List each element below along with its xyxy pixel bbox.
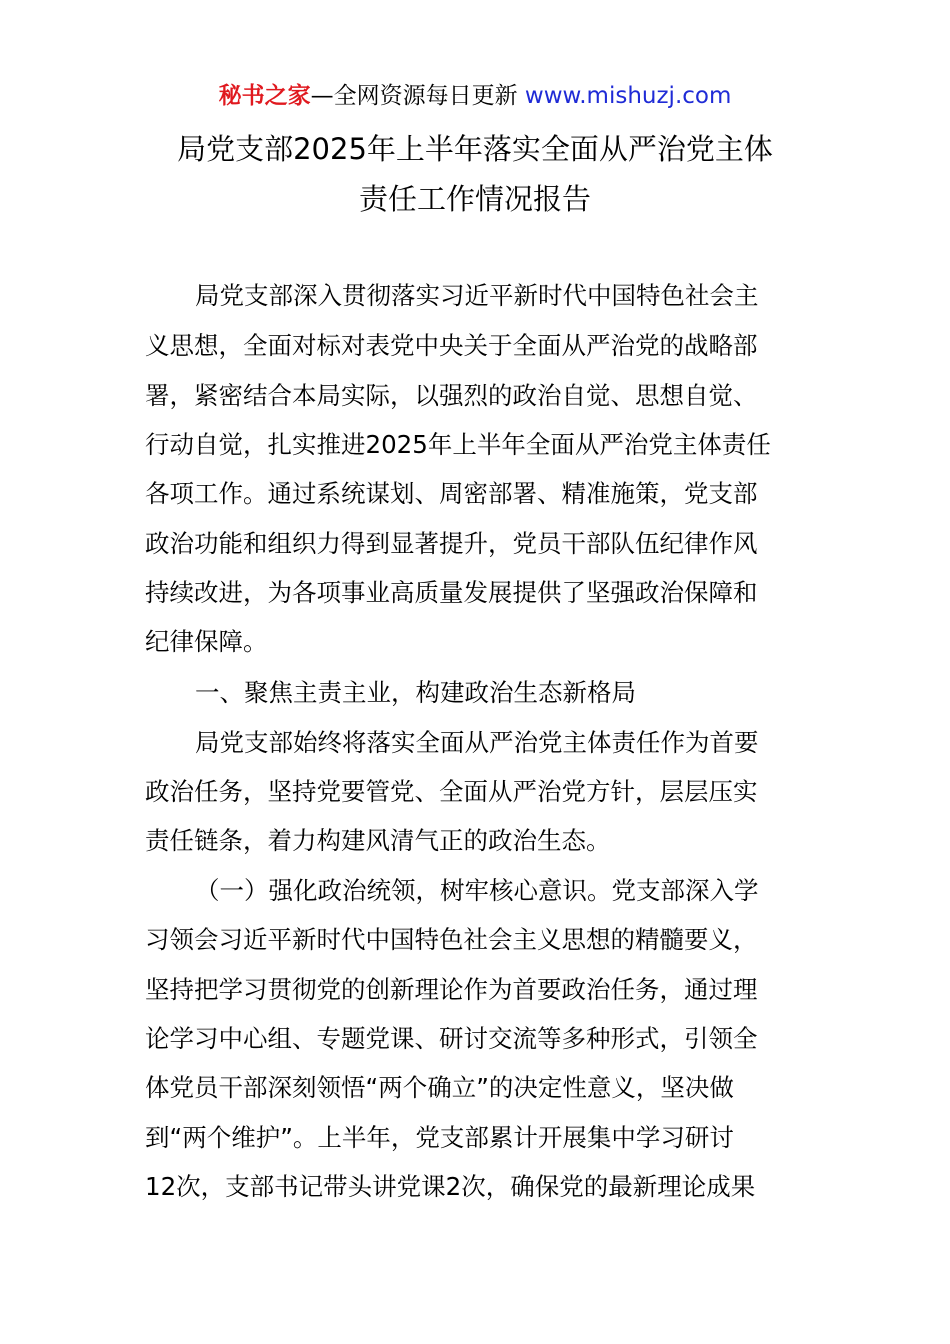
paragraph-line: 纪律保障。 [145, 627, 268, 656]
paragraph-line: 政治任务，坚持党要管党、全面从严治党方针，层层压实 [145, 777, 758, 806]
paragraph-line: 持续改进，为各项事业高质量发展提供了坚强政治保障和 [145, 578, 758, 607]
paragraph-line: 习领会习近平新时代中国特色社会主义思想的精髓要义， [145, 925, 758, 954]
paragraph-line: 坚持把学习贯彻党的创新理论作为首要政治任务，通过理 [145, 975, 758, 1004]
title-line-2: 责任工作情况报告 [358, 182, 591, 216]
paragraph-line: 义思想，全面对标对表党中央关于全面从严治党的战略部 [145, 331, 758, 360]
paragraph-line: 局党支部始终将落实全面从严治党主体责任作为首要 [195, 728, 759, 757]
paragraph-line: 到“两个维护”。上半年，党支部累计开展集中学习研讨 [145, 1123, 734, 1152]
paragraph-line: 局党支部深入贯彻落实习近平新时代中国特色社会主 [195, 281, 759, 310]
paragraph-line: 12次，支部书记带头讲党课2次，确保党的最新理论成果 [145, 1172, 756, 1201]
title-line-1: 局党支部2025年上半年落实全面从严治党主体 [177, 132, 773, 166]
site-banner [0, 80, 950, 112]
paragraph-line: 论学习中心组、专题党课、研讨交流等多种形式，引领全 [145, 1024, 758, 1053]
paragraph-line: 行动自觉，扎实推进2025年上半年全面从严治党主体责任 [145, 430, 771, 459]
paragraph-line: 体党员干部深刻领悟“两个确立”的决定性意义，坚决做 [145, 1073, 734, 1102]
banner-brand: 秘书之家 [218, 83, 311, 109]
banner-tagline: —全网资源每日更新 [310, 83, 518, 109]
paragraph-line: 责任链条，着力构建风清气正的政治生态。 [145, 826, 611, 855]
paragraph-line: 署，紧密结合本局实际，以强烈的政治自觉、思想自觉、 [145, 381, 758, 410]
section-heading: 一、聚焦主责主业，构建政治生态新格局 [195, 678, 636, 707]
document-title [0, 124, 950, 224]
paragraph-line: 政治功能和组织力得到显著提升，党员干部队伍纪律作风 [145, 529, 758, 558]
paragraph-line: 各项工作。通过系统谋划、周密部署、精准施策，党支部 [145, 479, 758, 508]
banner-url[interactable]: www.mishuzj.com [524, 83, 732, 109]
paragraph-line: （一）强化政治统领，树牢核心意识。党支部深入学 [195, 876, 759, 905]
